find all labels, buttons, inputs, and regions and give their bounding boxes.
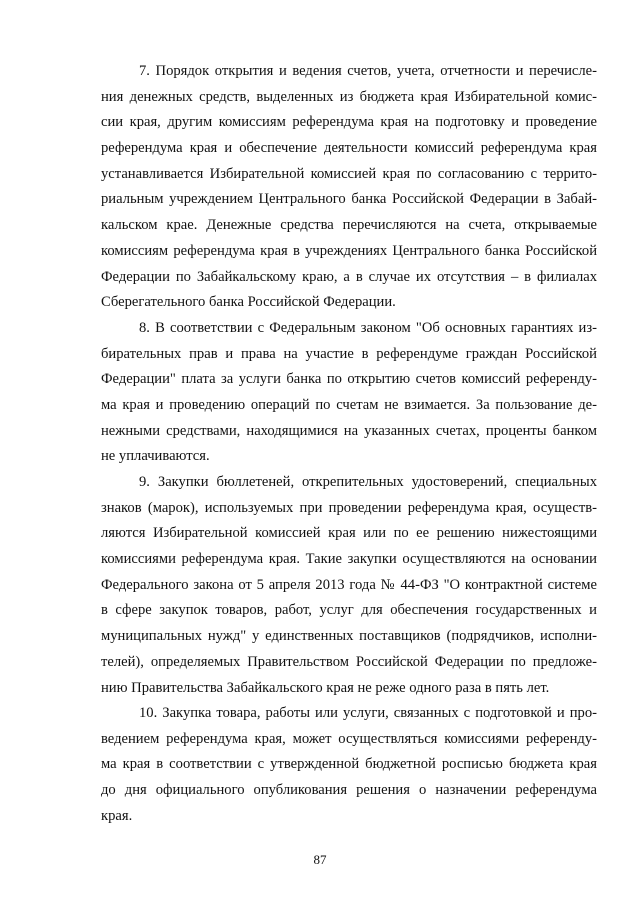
text-line: кальском крае. Денежные средства перечисляются на счета, открываемые: [101, 217, 597, 234]
text-line: референдума края и обеспечение деятельности комиссий референдума края: [101, 140, 597, 157]
text-line: края.: [101, 807, 133, 824]
text-line: Федерального закона от 5 апреля 2013 года № 44-ФЗ "О контрактной системе: [101, 576, 597, 593]
text-line: телей), определяемых Правительством Российской Федерации по предложе-: [101, 653, 597, 670]
text-line: не уплачиваются.: [101, 448, 210, 465]
paragraph-10: [101, 701, 597, 829]
text-line: ма края в соответствии с утвержденной бюджетной росписью бюджета края: [101, 756, 597, 773]
text-line: до дня официального опубликования решения о назначении референдума: [101, 782, 597, 799]
text-line: знаков (марок), используемых при проведении референдума края, осуществ-: [101, 499, 597, 516]
text-line: ляются Избирательной комиссией края или по ее решению нижестоящими: [101, 525, 597, 542]
text-line: устанавливается Избирательной комиссией края по согласованию с террито-: [101, 165, 597, 182]
page-number: 87: [313, 852, 327, 867]
text-line: сии края, другим комиссиям референдума края на подготовку и проведение: [101, 114, 597, 131]
text-line: 7. Порядок открытия и ведения счетов, учета, отчетности и перечисле-: [139, 63, 597, 79]
text-line: 9. Закупки бюллетеней, открепительных удостоверений, специальных: [139, 474, 597, 490]
paragraph-8: [101, 316, 597, 470]
text-line: риальным учреждением Центрального банка Российской Федерации в Забай-: [101, 191, 597, 208]
text-line: Сберегательного банка Российской Федерации.: [101, 294, 396, 311]
text-line: Федерации" плата за услуги банка по открытию счетов комиссий референду-: [101, 371, 597, 388]
text-line: нию Правительства Забайкальского края не реже одного раза в пять лет.: [101, 679, 550, 696]
text-line: бирательных прав и права на участие в референдуме граждан Российской: [101, 345, 597, 362]
text-line: ма края и проведению операций по счетам не взимается. За пользование де-: [101, 397, 597, 414]
paragraph-9: [101, 470, 597, 701]
text-line: комиссиям референдума края в учреждениях Центрального банка Российской: [101, 242, 597, 259]
text-line: ния денежных средств, выделенных из бюджета края Избирательной комис-: [101, 88, 597, 105]
paragraph-7: [101, 59, 597, 316]
text-line: ведением референдума края, может осуществляться комиссиями референду-: [101, 730, 597, 747]
text-line: 10. Закупка товара, работы или услуги, связанных с подготовкой и про-: [139, 705, 597, 721]
text-line: в сфере закупок товаров, работ, услуг для обеспечения государственных и: [101, 602, 597, 619]
text-line: нежными средствами, находящимися на указанных счетах, проценты банком: [101, 422, 597, 439]
text-line: Федерации по Забайкальскому краю, а в случае их отсутствия – в филиалах: [101, 268, 597, 285]
text-line: 8. В соответствии с Федеральным законом "Об основных гарантиях из-: [139, 320, 597, 336]
text-line: комиссиями референдума края. Такие закупки осуществляются на основании: [101, 551, 597, 568]
text-line: муниципальных нужд" у единственных поставщиков (подрядчиков, исполни-: [101, 628, 597, 645]
